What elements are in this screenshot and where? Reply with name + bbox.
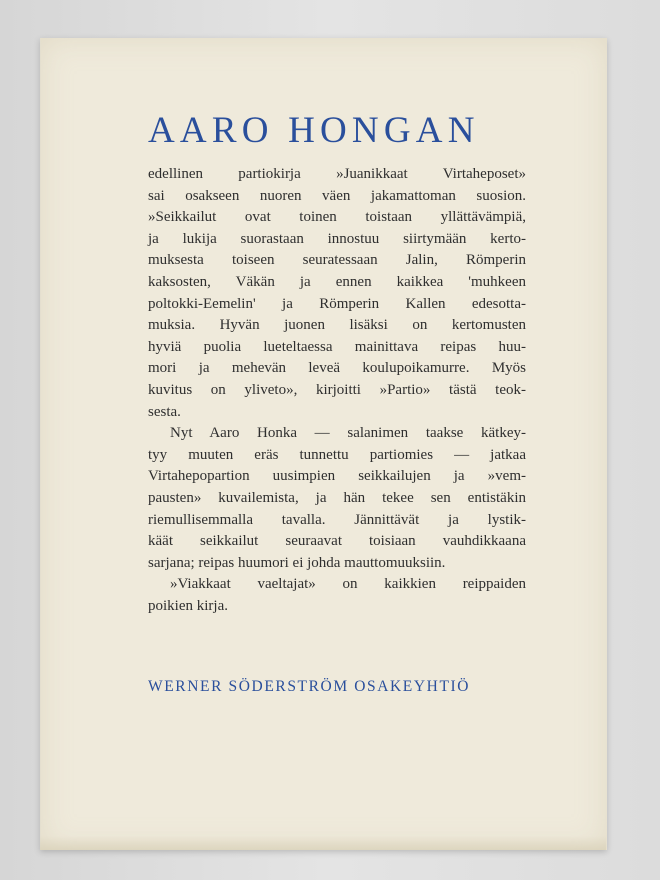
text-line: poltokki-Eemelin' ja Römperin Kallen edesotta- bbox=[148, 295, 526, 312]
text-line: riemullisemmalla tavalla. Jännittävät ja lystik- bbox=[148, 511, 526, 528]
blurb-text bbox=[148, 164, 526, 617]
text-line: sai osakseen nuoren väen jakamattoman suosion. bbox=[148, 187, 526, 204]
text-line: tyy muuten eräs tunnettu partiomies — jatkaa bbox=[148, 446, 526, 463]
text-line: poikien kirja. bbox=[148, 597, 228, 614]
publisher-name: WERNER SÖDERSTRÖM OSAKEYHTIÖ bbox=[148, 678, 471, 695]
blurb-paragraph-2 bbox=[148, 423, 526, 574]
text-line: kuvitus on yliveto», kirjoitti »Partio» tästä teok- bbox=[148, 381, 526, 398]
text-line: Nyt Aaro Honka — salanimen taakse kätkey- bbox=[170, 425, 526, 442]
blurb-paragraph-1 bbox=[148, 164, 526, 423]
text-line: sarjana; reipas huumori ei johda mauttomuuksiin. bbox=[148, 554, 446, 571]
blurb-paragraph-3 bbox=[148, 574, 526, 617]
text-line: edellinen partiokirja »Juanikkaat Virtaheposet» bbox=[148, 166, 526, 182]
text-line: pausten» kuvailemista, ja hän tekee sen entistäkin bbox=[148, 489, 526, 506]
text-line: sesta. bbox=[148, 403, 181, 420]
text-line: muksesta toiseen seuratessaan Jalin, Römperin bbox=[148, 252, 526, 269]
text-line: »Viakkaat vaeltajat» on kaikkien reippaiden bbox=[170, 576, 526, 593]
text-line: ja lukija suorastaan innostuu siirtymään kerto- bbox=[148, 230, 526, 247]
text-line: Virtahepopartion uusimpien seikkailujen ja »vem- bbox=[148, 468, 526, 485]
author-title: AARO HONGAN bbox=[148, 110, 480, 151]
cover-bottom-edge bbox=[40, 836, 606, 850]
text-line: käät seikkailut seuraavat toisiaan vauhdikkaana bbox=[148, 533, 526, 550]
text-line: kaksosten, Väkän ja ennen kaikkea 'muhkeen bbox=[148, 273, 526, 290]
text-line: mori ja mehevän leveä koulupoikamurre. Myös bbox=[148, 360, 526, 377]
text-line: muksia. Hyvän juonen lisäksi on kertomusten bbox=[148, 317, 526, 334]
text-line: hyviä puolia lueteltaessa mainittava reipas huu- bbox=[148, 338, 526, 355]
text-line: »Seikkailut ovat toinen toistaan yllättävämpiä, bbox=[148, 209, 526, 226]
